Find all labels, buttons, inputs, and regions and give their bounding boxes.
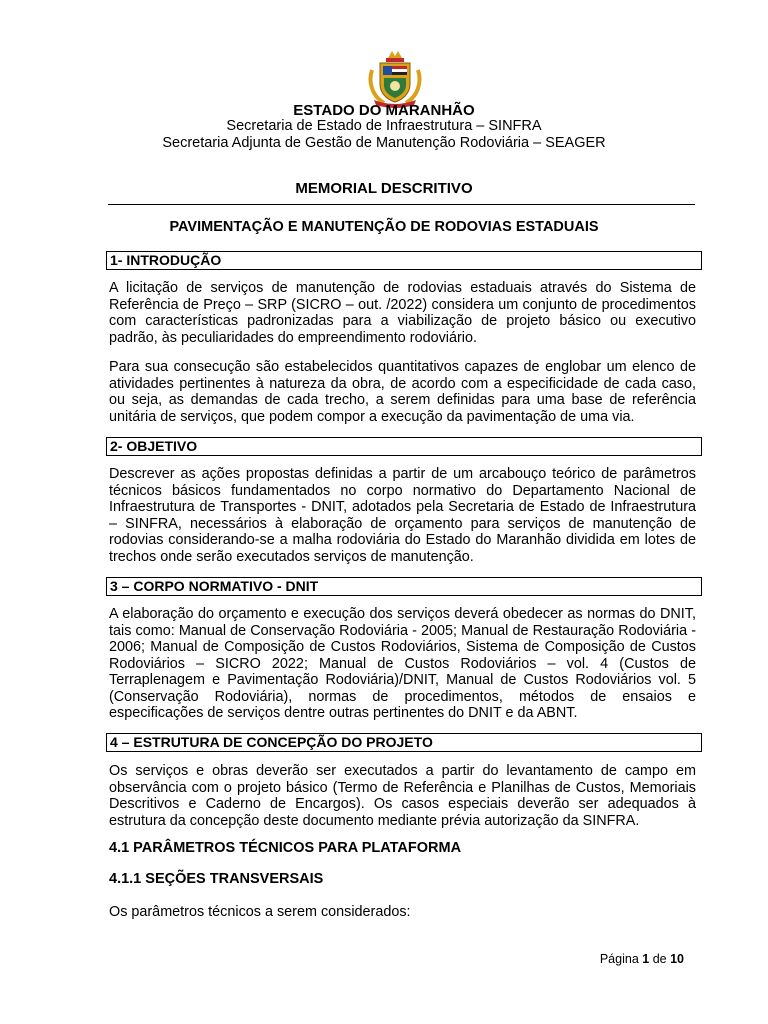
- section-heading-introducao: 1- INTRODUÇÃO: [106, 251, 702, 270]
- header-secretariat: Secretaria de Estado de Infraestrutura – SINFRA: [226, 118, 542, 134]
- header-state-name: ESTADO DO MARANHÃO: [293, 102, 475, 119]
- paragraph-objetivo: Descrever as ações propostas definidas a partir de um arcabouço teórico de parâmetros técnicos básicos fundamentados no corpo normativo do Departamento Nacional de Infraestrutura de Transportes - DNIT, adotados pela Secretaria de Estado de Infraestrutura – SINFRA, necessários à elaboração de orçamento para serviços de manutenção de rodovias considerando-se a malha rodoviária do Estado do Maranhão dividida em lotes de trechos onde serão executados serviços de manutenção.: [109, 466, 696, 565]
- state-coat-of-arms-icon: [366, 48, 424, 108]
- paragraph-introducao-2: Para sua consecução são estabelecidos quantitativos capazes de englobar um elenco de atividades pertinentes à natureza da obra, de acordo com a especificidade de cada caso, ou seja, as demandas de cada trecho, a serem definidas para uma base de referência unitária de serviços, que podem compor a execução da pavimentação de uma via.: [109, 359, 696, 425]
- document-title: MEMORIAL DESCRITIVO: [295, 180, 473, 197]
- paragraph-introducao-1: A licitação de serviços de manutenção de rodovias estaduais através do Sistema de Referência de Preço – SRP (SICRO – out. /2022) considera um conjunto de procedimentos com características padronizadas para a viabilização de projeto básico ou executivo padrão, às peculiaridades do empreendimento rodoviário.: [109, 280, 696, 346]
- paragraph-corpo-normativo: A elaboração do orçamento e execução dos serviços deverá obedecer as normas do DNIT, tais como: Manual de Conservação Rodoviária - 2005; Manual de Restauração Rodoviária - 2006; Manual de Composição de Custos Rodoviários, Sistema de Composição de Custos Rodoviários – SICRO 2022; Manual de Custos Rodoviários – vol. 4 (Custos de Terraplenagem e Pavimentação Rodoviária)/DNIT, Manual de Custos Rodoviários vol. 5 (Conservação Rodoviária), normas de procedimentos, métodos de ensaios e especificações de serviços dentre outras pertinentes do DNIT e da ABNT.: [109, 606, 696, 721]
- section-heading-objetivo: 2- OBJETIVO: [106, 437, 702, 456]
- section-heading-corpo-normativo: 3 – CORPO NORMATIVO - DNIT: [106, 577, 702, 596]
- title-divider: [108, 204, 695, 205]
- header-sub-secretariat: Secretaria Adjunta de Gestão de Manutenção Rodoviária – SEAGER: [162, 135, 606, 151]
- paragraph-estrutura: Os serviços e obras deverão ser executados a partir do levantamento de campo em observância com o projeto básico (Termo de Referência e Planilhas de Custos, Memoriais Descritivos e Caderno de Encargos). Os casos especiais deverão ser adequados à estrutura da concepção deste documento mediante prévia autorização da SINFRA.: [109, 763, 696, 829]
- paragraph-parametros: Os parâmetros técnicos a serem considerados:: [109, 904, 411, 920]
- page-label: Página: [599, 952, 639, 966]
- total-pages: 10: [670, 952, 684, 966]
- page-number: [600, 952, 684, 966]
- subsection-heading-4-1-1: 4.1.1 SEÇÕES TRANSVERSAIS: [109, 871, 324, 887]
- of-label: de: [652, 952, 667, 966]
- document-subtitle: PAVIMENTAÇÃO E MANUTENÇÃO DE RODOVIAS ESTADUAIS: [169, 219, 599, 235]
- subsection-heading-4-1: 4.1 PARÂMETROS TÉCNICOS PARA PLATAFORMA: [109, 840, 462, 856]
- section-heading-estrutura: 4 – ESTRUTURA DE CONCEPÇÃO DO PROJETO: [106, 733, 702, 752]
- current-page: 1: [642, 952, 650, 966]
